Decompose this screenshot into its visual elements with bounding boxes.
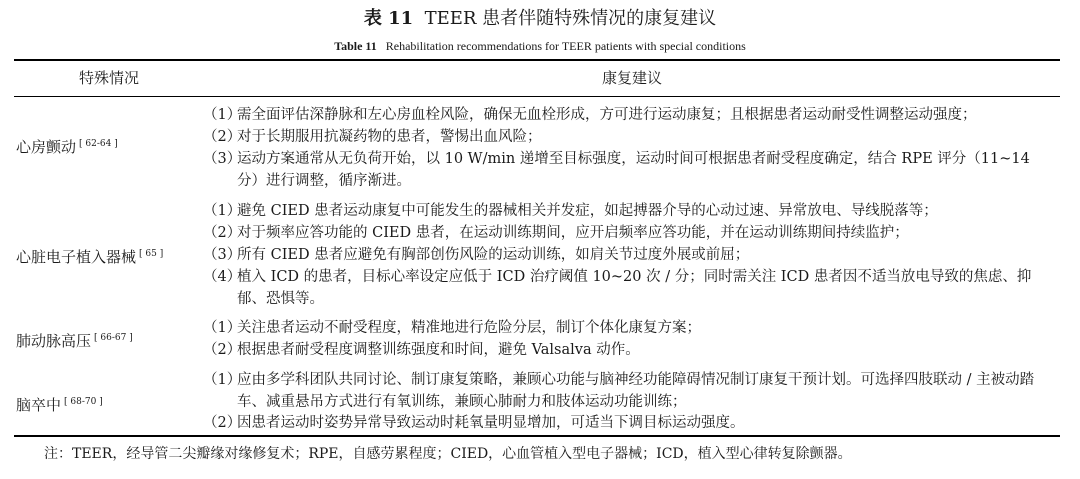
condition-stroke — [16, 391, 103, 416]
recommendation-item — [203, 266, 1055, 310]
table-header-rule — [14, 96, 1060, 97]
recommendation-item — [203, 412, 1055, 434]
item-text: 关注患者运动不耐受程度，精准地进行危险分层，制订个体化康复方案； — [237, 320, 701, 336]
table-title-text-cn: TEER 患者伴随特殊情况的康复建议 — [424, 8, 717, 29]
item-number: （2） — [203, 342, 242, 358]
table-footnote: 注：TEER，经导管二尖瓣缘对缘修复术；RPE，自感劳累程度；CIED，心血管植入型电子器械；ICD，植入型心律转复除颤器。 — [44, 446, 852, 462]
item-text: 植入 ICD 的患者，目标心率设定应低于 ICD 治疗阈值 10~20 次 / 分；同时需关注 ICD 患者因不适当放电导致的焦虑、抑郁、恐惧等。 — [237, 269, 1032, 307]
recommendation-item — [203, 317, 1055, 339]
item-number: （1） — [203, 107, 242, 123]
table-title-en — [0, 38, 1080, 54]
item-text: 因患者运动时姿势异常导致运动时耗氧量明显增加，可适当下调目标运动强度。 — [237, 415, 745, 431]
table-label-en: Table 11 — [334, 39, 377, 53]
table-title-cn — [0, 6, 1080, 32]
item-number: （1） — [203, 320, 242, 336]
header-recommendations: 康复建议 — [601, 69, 662, 87]
condition-label: 心脏电子植入器械 — [16, 248, 137, 266]
item-text: 运动方案通常从无负荷开始，以 10 W/min 递增至目标强度，运动时间可根据患者耐受程度确定，结合 RPE 评分（11~14 分）进行调整，循序渐进。 — [237, 151, 1030, 189]
table-title-text-en: Rehabilitation recommendations for TEER patients with special conditions — [385, 39, 746, 53]
citation-ref: [ 62-64 ] — [79, 139, 118, 149]
citation-ref: [ 65 ] — [139, 249, 164, 259]
recommendation-item — [203, 244, 1055, 266]
table-label-cn: 表 11 — [363, 8, 414, 29]
item-number: （3） — [203, 151, 242, 167]
item-text: 需全面评估深静脉和左心房血栓风险，确保无血栓形成，方可进行运动康复；且根据患者运动耐受性调整运动强度； — [237, 107, 977, 123]
citation-ref: [ 68-70 ] — [64, 397, 103, 407]
item-number: （2） — [203, 415, 242, 431]
recommendation-item — [203, 148, 1055, 192]
item-text: 所有 CIED 患者应避免有胸部创伤风险的运动训练，如肩关节过度外展或前屈； — [237, 247, 750, 263]
condition-atrial-fibrillation — [16, 133, 118, 158]
item-number: （1） — [203, 372, 242, 388]
item-number: （2） — [203, 129, 242, 145]
item-text: 根据患者耐受程度调整训练强度和时间，避免 Valsalva 动作。 — [237, 342, 640, 358]
table-bottom-rule — [14, 435, 1060, 437]
recommendation-item — [203, 222, 1055, 244]
item-text: 应由多学科团队共同讨论、制订康复策略，兼顾心功能与脑神经功能障碍情况制订康复干预计划。可选择四肢联动 / 主被动踏车、减重悬吊方式进行有氧训练，兼顾心肺耐力和肢体运动功能训练； — [237, 372, 1035, 410]
recommendation-item — [203, 104, 1055, 126]
item-number: （3） — [203, 247, 242, 263]
recommendation-item — [203, 126, 1055, 148]
citation-ref: [ 66-67 ] — [94, 333, 133, 343]
condition-pulmonary-hypertension — [16, 327, 133, 352]
item-number: （1） — [203, 203, 242, 219]
recommendation-item — [203, 200, 1055, 222]
recommendation-item — [203, 339, 1055, 361]
condition-cardiac-implantable-device — [16, 243, 163, 268]
item-text: 对于长期服用抗凝药物的患者，警惕出血风险； — [237, 129, 542, 145]
item-text: 对于频率应答功能的 CIED 患者，在运动训练期间，应开启频率应答功能，并在运动训练期间持续监护； — [237, 225, 909, 241]
recommendation-item — [203, 369, 1055, 413]
condition-label: 脑卒中 — [16, 396, 62, 414]
condition-label: 肺动脉高压 — [16, 332, 92, 350]
condition-label: 心房颤动 — [16, 138, 77, 156]
item-text: 避免 CIED 患者运动康复中可能发生的器械相关并发症，如起搏器介导的心动过速、异常放电、导线脱落等； — [237, 203, 938, 219]
header-special-condition: 特殊情况 — [78, 69, 139, 87]
item-number: （2） — [203, 225, 242, 241]
item-number: （4） — [203, 269, 242, 285]
